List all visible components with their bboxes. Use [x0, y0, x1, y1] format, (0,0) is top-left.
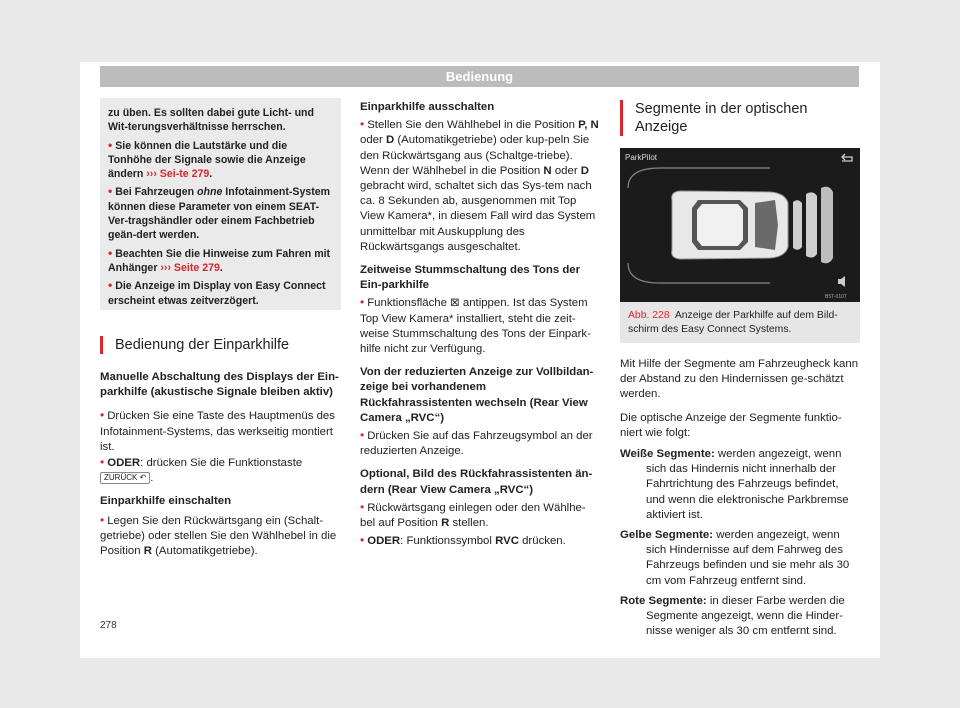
definition-yellow: Gelbe Segmente: werden angezeigt, wenn sich Hindernisse auf dem Fahrweg des Fahrzeugs befinden und sie mehr als 30 cm vom Fahrzeug entfernt sind. [620, 529, 850, 587]
page-ref-link[interactable]: ››› Seite 279 [160, 261, 220, 274]
column-1 [100, 336, 341, 567]
car-icon [672, 191, 788, 259]
subheading: Einparkhilfe einschalten [100, 495, 232, 508]
column-3 [620, 100, 860, 644]
box-line: zu üben. Es sollten dabei gute Licht- und Wit-terungsverhältnisse herrschen. [108, 107, 314, 134]
parkpilot-illustration [620, 148, 860, 302]
column-2 [360, 100, 600, 557]
running-header: Bedienung [100, 66, 859, 87]
definition-red: Rote Segmente: in dieser Farbe werden die Segmente angezeigt, wenn die Hinder-nisse weniger als 30 cm entfernt sind. [620, 594, 845, 638]
subheading: Manuelle Abschaltung des Displays der Ein-parkhilfe (akustische Signale bleiben aktiv) [100, 371, 339, 399]
subheading: Zeitweise Stummschaltung des Tons der Ein-parkhilfe [360, 264, 581, 292]
list-item: • ODER: Funktionssymbol RVC drücken. [360, 533, 566, 548]
screen-title: ParkPilot [625, 153, 658, 162]
list-item: • Legen Sie den Rückwärtsgang ein (Schalt-getriebe) oder stellen Sie den Wählhebel in die Position R (Automatikgetriebe). [100, 512, 337, 558]
box-bullet-4: • Die Anzeige im Display von Easy Connect erscheint etwas zeitverzögert. [108, 278, 326, 307]
figure-code: B5T-0107 [825, 294, 847, 300]
paragraph: Die optische Anzeige der Segmente funktio-niert wie folgt: [620, 411, 842, 439]
list-item: • Drücken Sie eine Taste des Hauptmenüs des Infotainment-Systems, das werkseitig montiert ist. [100, 408, 335, 453]
section-title: Bedienung der Einparkhilfe [100, 336, 341, 354]
list-item: • Rückwärtsgang einlegen oder den Wählhe-bel auf Position R stellen. [360, 499, 586, 530]
list-item: • Funktionsfläche ⊠ antippen. Ist das System Top View Kamera* installiert, steht die zeit-weise Stummschaltung des Tons der Einpark-hilfe nicht zur Verfügung. [360, 295, 591, 356]
list-item: • ODER: drücken Sie die Funktionstaste ZURÜCK ↶ . [100, 455, 303, 485]
list-item: • Stellen Sie den Wählhebel in die Position P, N oder D (Automatikgetriebe) oder kup-peln Sie den Rückwärtsgang aus (Schaltge-triebe). Wenn der Wählhebel in die Position N oder D gebracht wird, schaltet sich das Sys-tem nach ca. 8 Sekunden ab, ausgenommen mit Top View Kamera*, in diesem Fall wird das System unmittelbar mit Auskupplung des Rückwärtsgangs ausgeschaltet. [360, 117, 599, 253]
parkpilot-screen [620, 148, 860, 302]
subheading: Optional, Bild des Rückfahrassistenten än-dern (Rear View Camera „RVC“) [360, 468, 593, 496]
page-ref-link[interactable]: ››› Sei-te 279 [146, 168, 210, 181]
figure-caption: Abb. 228 Anzeige der Parkhilfe auf dem Bild-schirm des Easy Connect Systems. [620, 302, 860, 343]
subheading: Einparkhilfe ausschalten [360, 101, 495, 113]
box-bullet-1: • Sie können die Lautstärke und die Tonhöhe der Signale sowie die Anzeige ändern ››› Sei-te 279. [108, 137, 306, 181]
definition-white: Weiße Segmente: werden angezeigt, wenn sich das Hindernis nicht innerhalb der Fahrtrichtung des Fahrzeugs befindet, und wenn die elektronische Parkbremse aktiviert ist. [620, 448, 849, 521]
section-title: Segmente in der optischen Anzeige [620, 100, 860, 136]
warning-box [100, 98, 341, 310]
subheading: Von der reduzierten Anzeige zur Vollbildan-zeige bei vorhandenem Rückfahrassistenten wechseln (Rear View Camera „RVC“) [360, 366, 594, 424]
paragraph: Mit Hilfe der Segmente am Fahrzeugheck kann der Abstand zu den Hindernissen ge-schätzt werden. [620, 358, 859, 401]
box-bullet-2: • Bei Fahrzeugen ohne Infotainment-System können diese Parameter von einem SEAT-Ver-tragshändler oder einem Fachbetrieb geän-dert werden. [108, 184, 331, 242]
back-key-icon: ZURÜCK ↶ [100, 472, 150, 484]
list-item: • Drücken Sie auf das Fahrzeugsymbol an der reduzierten Anzeige. [360, 428, 593, 458]
box-bullet-3: • Beachten Sie die Hinweise zum Fahren mit Anhänger ››› Seite 279. [108, 245, 331, 274]
page-number: 278 [100, 620, 117, 631]
